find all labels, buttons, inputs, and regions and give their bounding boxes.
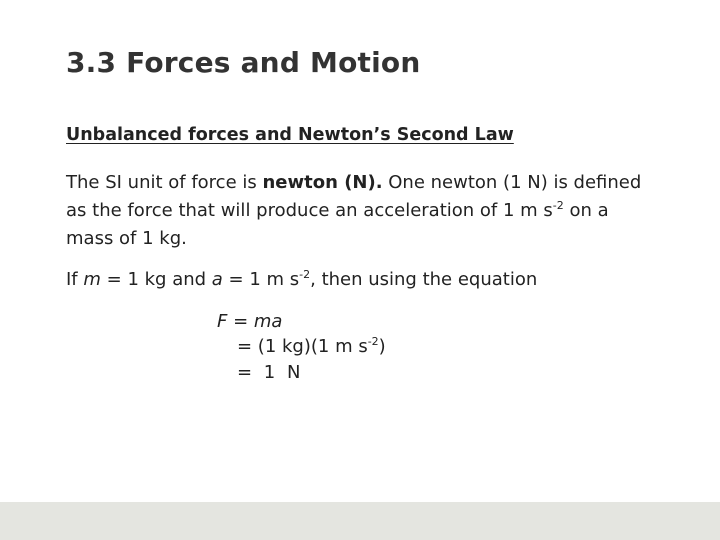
slide-title: 3.3 Forces and Motion xyxy=(66,46,421,79)
p2-var-m: m xyxy=(83,269,101,290)
p2-text-4: , then using the equation xyxy=(310,269,538,290)
eq-line2-text: = (1 kg)(1 m s xyxy=(237,336,368,357)
p2-text-2: = 1 kg and xyxy=(100,269,212,290)
p2-text-3: = 1 m s xyxy=(222,269,300,290)
p2-var-a: a xyxy=(211,269,223,290)
eq-line2-end: ) xyxy=(378,336,386,357)
p1-bold-unit: newton (N). xyxy=(262,172,383,193)
equation-line-2 xyxy=(237,334,386,360)
p1-text-2: One newton (1 N) is defined as the force that will produce an acceleration of 1 m s xyxy=(66,172,642,221)
p2-text-1: If xyxy=(66,269,84,290)
eq-line2-superscript: -2 xyxy=(367,335,379,348)
footer-bar xyxy=(0,502,720,540)
p1-superscript: -2 xyxy=(552,199,564,212)
definition-paragraph xyxy=(66,169,656,253)
p1-text-3: on a mass of 1 kg. xyxy=(66,200,609,249)
eq-var-f: F xyxy=(217,311,228,332)
example-paragraph xyxy=(66,266,656,294)
equation-line-1 xyxy=(217,309,282,335)
eq-var-ma: ma xyxy=(253,311,283,332)
equation-line-3: = 1 N xyxy=(237,362,304,383)
p2-superscript: -2 xyxy=(299,268,311,281)
section-heading: Unbalanced forces and Newton’s Second Law xyxy=(66,125,514,145)
p1-text-1: The SI unit of force is xyxy=(66,172,263,193)
eq-equals: = xyxy=(227,311,254,332)
